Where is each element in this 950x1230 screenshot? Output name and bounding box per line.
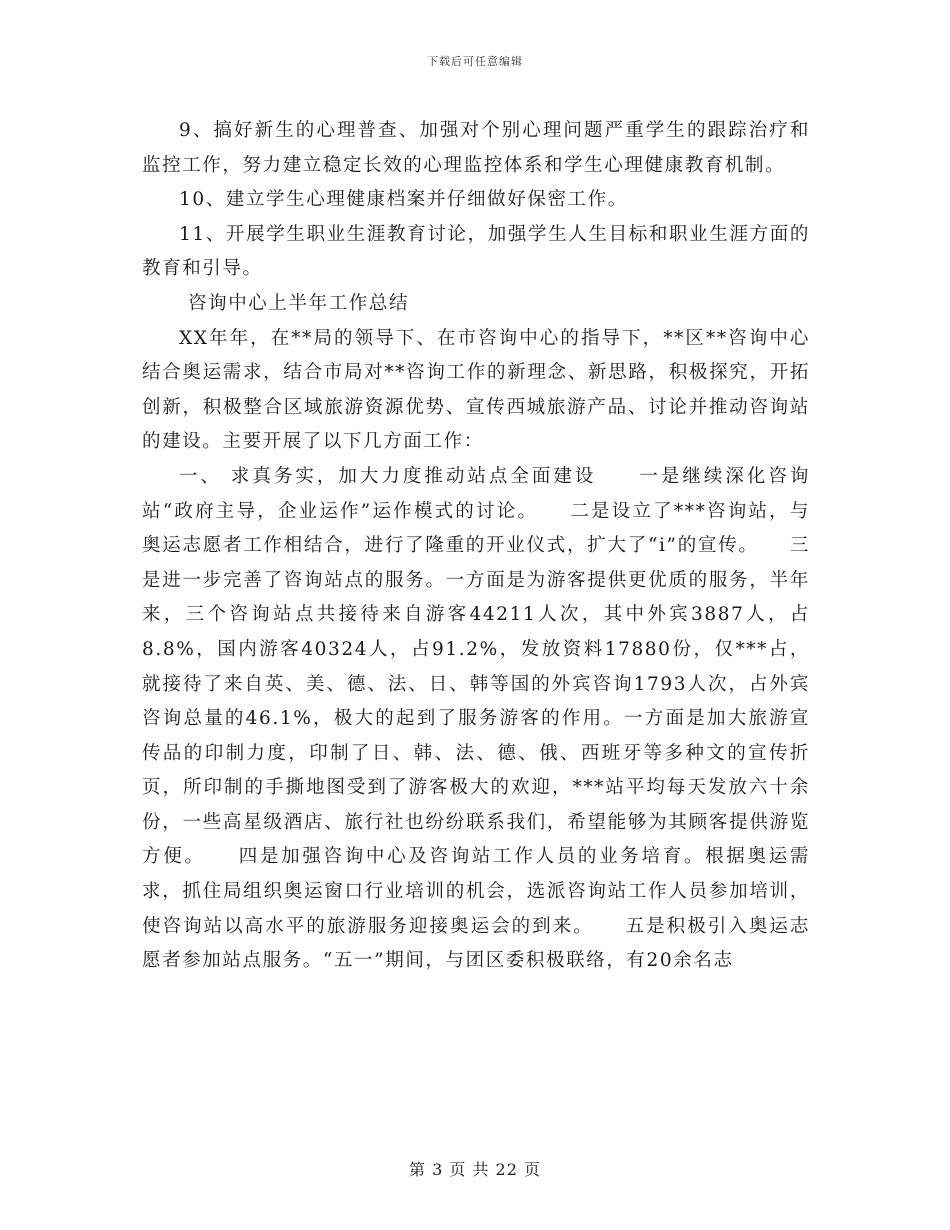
page-header-note: 下载后可任意编辑	[427, 55, 523, 68]
paragraph-item-10: 10、建立学生心理健康档案并仔细做好保密工作。	[179, 189, 628, 211]
paragraph-item-9: 9、搞好新生的心理普查、加强对个别心理问题严重学生的跟踪治疗和监控工作，努力建立稳定长效的心理监控体系和学生心理健康教育机制。	[142, 120, 810, 176]
section-title: 咨询中心上半年工作总结	[188, 292, 410, 314]
page-number: 第 3 页 共 22 页	[409, 1160, 541, 1179]
paragraph-item-11: 11、开展学生职业生涯教育讨论，加强学生人生目标和职业生涯方面的教育和引导。	[142, 223, 810, 280]
document-body	[142, 114, 810, 979]
main-section-paragraph: 一、 求真务实，加大力度推动站点全面建设 一是继续深化咨询站“政府主导，企业运作”运作模式的讨论。 二是设立了***咨询站，与奥运志愿者工作相结合，进行了隆重的开业仪式，扩大了“i”的宣传。 三是进一步完善了咨询站点的服务。一方面是为游客提供更优质的服务，半年来，三个咨询站点共接待来自游客44211人次，其中外宾3887人，占8.8%，国内游客40324人，占91.2%，发放资料17880份，仅***占，就接待了来自英、美、德、法、日、韩等国的外宾咨询1793人次，占外宾咨询总量的46.1%，极大的起到了服务游客的作用。一方面是加大旅游宣传品的印制力度，印制了日、韩、法、德、俄、西班牙等多种文的宣传折页，所印制的手撕地图受到了游客极大的欢迎，***站平均每天发放六十余份，一些高星级酒店、旅行社也纷纷联系我们，希望能够为其顾客提供游览方便。 四是加强咨询中心及咨询站工作人员的业务培育。根据奥运需求，抓住局组织奥运窗口行业培训的机会，选派咨询站工作人员参加培训，使咨询站以高水平的旅游服务迎接奥运会的到来。 五是积极引入奥运志愿者参加站点服务。“五一”期间，与团区委积极联络，有20余名志	[142, 465, 810, 972]
intro-paragraph: XX年年，在**局的领导下、在市咨询中心的指导下，**区**咨询中心结合奥运需求，结合市局对**咨询工作的新理念、新思路，积极探究，开拓创新，积极整合区域旅游资源优势、宣传西城旅游产品、讨论并推动咨询站的建设。主要开展了以下几方面工作：	[142, 327, 810, 453]
